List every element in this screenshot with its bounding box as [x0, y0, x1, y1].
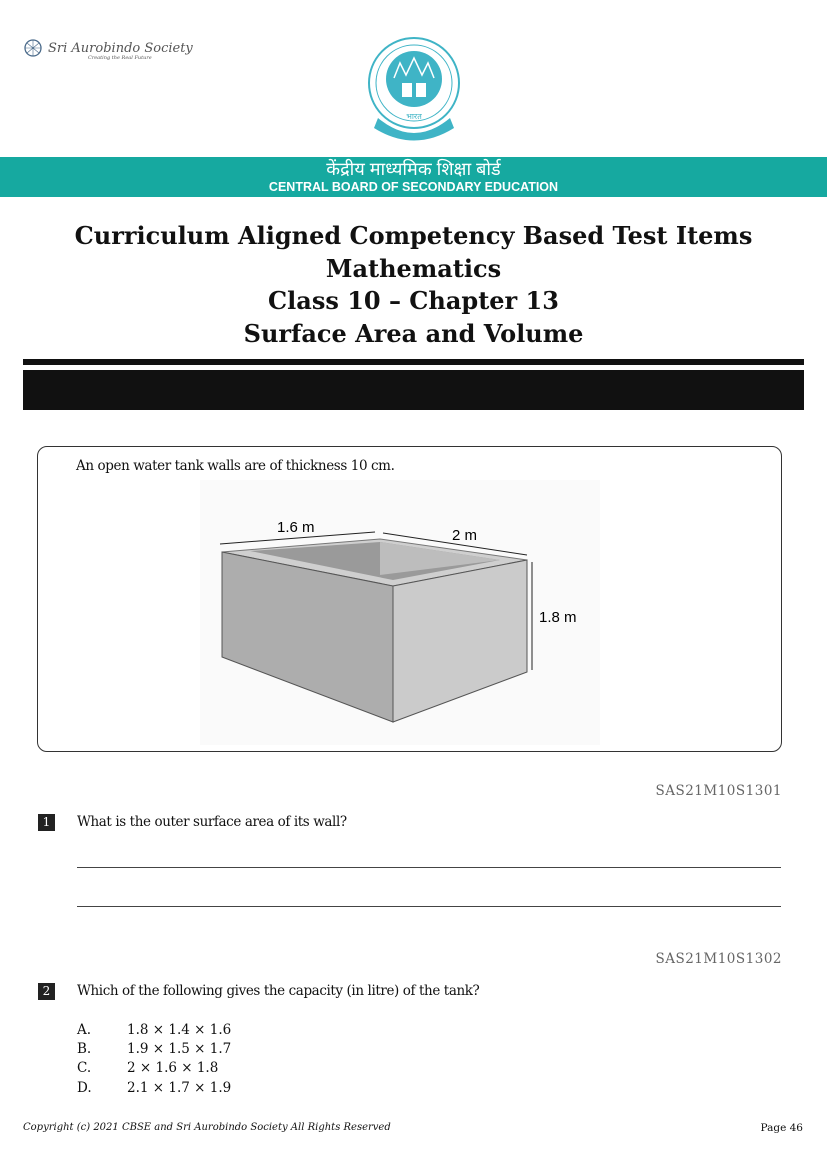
tank-figure	[200, 480, 600, 745]
document-title	[0, 220, 827, 350]
stem-text: An open water tank walls are of thickness 10 cm.	[76, 458, 395, 474]
answer-line[interactable]	[77, 906, 781, 907]
option-label: B.	[77, 1041, 92, 1057]
page-number: Page 46	[760, 1122, 803, 1134]
height-label: 1.8 m	[539, 609, 577, 626]
option-text: 1.8 × 1.4 × 1.6	[127, 1022, 232, 1038]
topic-title: Surface Area and Volume	[243, 318, 584, 348]
cbse-emblem	[364, 33, 464, 145]
option-c[interactable]	[77, 1060, 218, 1076]
question-number: 2	[38, 983, 55, 1000]
option-label: D.	[77, 1080, 92, 1096]
question-text: Which of the following gives the capacity (in litre) of the tank?	[77, 983, 480, 999]
option-label: A.	[77, 1022, 92, 1038]
length-label: 1.6 m	[277, 519, 315, 536]
option-text: 2 × 1.6 × 1.8	[127, 1060, 219, 1076]
option-text: 1.9 × 1.5 × 1.7	[127, 1041, 232, 1057]
cbse-english-name: CENTRAL BOARD OF SECONDARY EDUCATION	[268, 180, 559, 194]
sri-aurobindo-society-logo	[22, 38, 193, 61]
question-text: What is the outer surface area of its wall?	[77, 814, 347, 830]
chapter-title: Class 10 – Chapter 13	[268, 286, 559, 315]
cbse-hindi-name: केंद्रीय माध्यमिक शिक्षा बोर्ड	[326, 159, 501, 179]
question-code: SAS21M10S1302	[655, 951, 782, 967]
question-number: 1	[38, 814, 55, 831]
option-b[interactable]	[77, 1041, 231, 1057]
option-text: 2.1 × 1.7 × 1.9	[127, 1080, 232, 1096]
divider	[23, 359, 804, 365]
black-bar	[23, 370, 804, 410]
sas-logo-text: Sri Aurobindo Society	[48, 40, 193, 56]
width-label: 2 m	[452, 527, 478, 544]
cbse-banner	[0, 157, 827, 197]
title-line: Curriculum Aligned Competency Based Test Items	[74, 221, 753, 250]
copyright-footer: Copyright (c) 2021 CBSE and Sri Aurobindo Society All Rights Reserved	[23, 1122, 391, 1133]
option-a[interactable]	[77, 1022, 231, 1038]
globe-icon	[22, 38, 44, 58]
subject-title: Mathematics	[325, 253, 502, 283]
emblem-text: भारत	[406, 112, 422, 121]
option-d[interactable]	[77, 1080, 231, 1096]
question-code: SAS21M10S1301	[655, 783, 782, 799]
sas-tagline: Creating the Real Future	[88, 55, 152, 61]
answer-line[interactable]	[77, 867, 781, 868]
option-label: C.	[77, 1060, 92, 1076]
